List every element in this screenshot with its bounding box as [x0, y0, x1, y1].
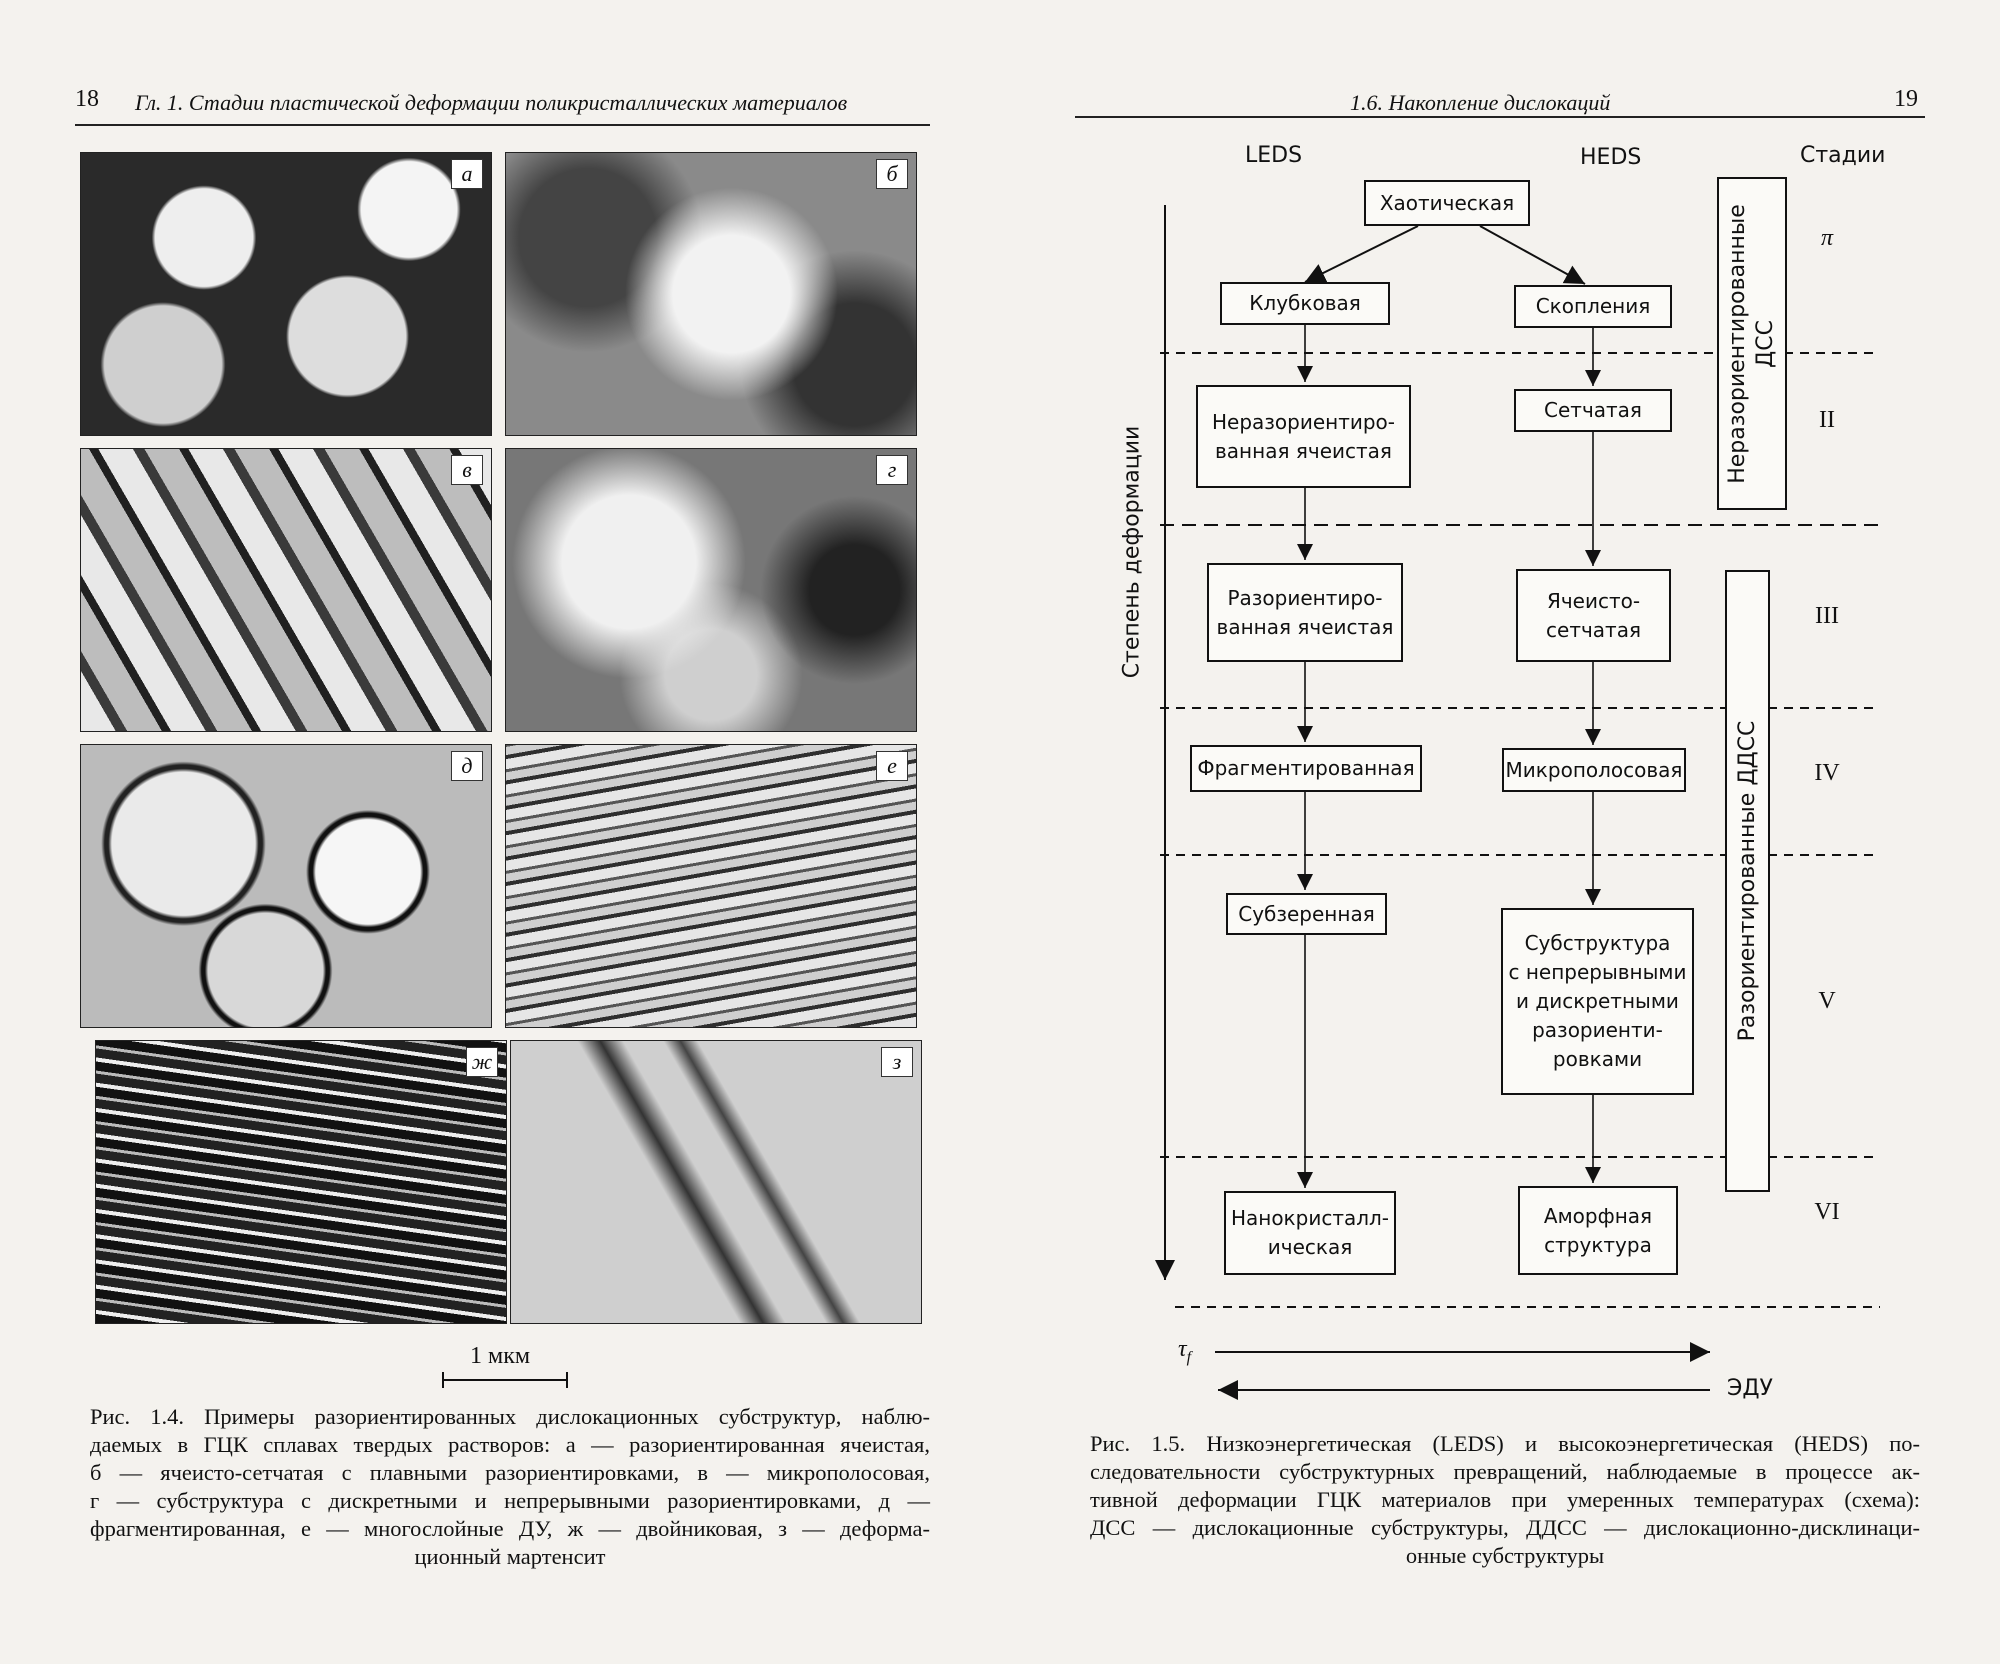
- stage-1: π: [1820, 225, 1834, 251]
- box-leds-5: Субзеренная: [1226, 893, 1387, 935]
- side-box-misoriented: [1725, 570, 1770, 1192]
- left-running-head: Гл. 1. Стадии пластической деформации поликристаллических материалов: [135, 90, 848, 115]
- box-heds-4: Микрополосовая: [1502, 748, 1686, 792]
- caption-last-line: ционный мартенсит: [414, 1544, 606, 1569]
- left-page-number: 18: [75, 86, 99, 112]
- side-box-misoriented-text: Разориентированные ДДСС: [1734, 720, 1760, 1042]
- caption-line: Рис. 1.5. Низкоэнергетическая (LEDS) и высокоэнергетическая (HEDS) по-: [1090, 1431, 1920, 1456]
- leds-column-header: LEDS: [1245, 143, 1303, 168]
- box-leds-6: Нанокристалл- ическая: [1224, 1191, 1396, 1275]
- caption-line: фрагментированная, е — многослойные ДУ, ж — двойниковая, з — деформа-: [90, 1516, 930, 1541]
- tau-label: [1178, 1336, 1191, 1367]
- box-leds-1: Клубковая: [1220, 282, 1390, 325]
- micrograph-e-label: е: [876, 751, 908, 781]
- tau-symbol: τ: [1178, 1336, 1187, 1362]
- side-box-nonmisoriented: [1717, 177, 1787, 510]
- box-heds-1: Скопления: [1514, 285, 1672, 328]
- scale-bar-label: 1 мкм: [470, 1343, 531, 1369]
- caption-line: б — ячеисто-сетчатая с плавными разориентировками, в — микрополосовая,: [90, 1460, 930, 1485]
- box-heds-2: Сетчатая: [1514, 389, 1672, 432]
- box-chaotic: Хаотическая: [1364, 180, 1530, 226]
- figure-1-5-caption: [1090, 1430, 1920, 1570]
- deformation-axis-label: Степень деформации: [1119, 425, 1145, 679]
- edu-label: ЭДУ: [1727, 1376, 1773, 1401]
- box-leds-2: Неразориентиро- ванная ячеистая: [1196, 385, 1411, 488]
- micrograph-zh-label: ж: [466, 1047, 498, 1077]
- caption-line: тивной деформации ГЦК материалов при умеренных температурах (схема):: [1090, 1487, 1920, 1512]
- caption-line: даемых в ГЦК сплавах твердых растворов: а — разориентированная ячеистая,: [90, 1432, 930, 1457]
- caption-line: ДСС — дислокационные субструктуры, ДДСС — дислокационно-дисклинаци-: [1090, 1515, 1920, 1540]
- caption-line: г — субструктура с дискретными и непрерывными разориентировками, д —: [90, 1488, 930, 1513]
- box-heds-5: Субструктура с непрерывными и дискретными разориенти- ровками: [1501, 908, 1694, 1095]
- stage-3: III: [1815, 603, 1839, 629]
- micrograph-v-label: в: [451, 455, 483, 485]
- stage-2: II: [1819, 407, 1835, 433]
- stage-5: V: [1818, 988, 1836, 1014]
- box-leds-4: Фрагментированная: [1190, 745, 1422, 792]
- tau-subscript: f: [1186, 1348, 1192, 1366]
- stage-4: IV: [1814, 760, 1840, 786]
- box-leds-3: Разориентиро- ванная ячеистая: [1207, 563, 1403, 662]
- box-heds-3: Ячеисто- сетчатая: [1516, 569, 1671, 662]
- caption-last-line: онные субструктуры: [1405, 1543, 1605, 1568]
- caption-line: Рис. 1.4. Примеры разориентированных дислокационных субструктур, наблю-: [90, 1404, 930, 1429]
- stages-column-header: Стадии: [1800, 143, 1886, 168]
- micrograph-d-label: д: [451, 751, 483, 781]
- right-page-number: 19: [1894, 86, 1918, 112]
- stage-6: VI: [1814, 1199, 1840, 1225]
- heds-column-header: HEDS: [1580, 145, 1642, 170]
- micrograph-a-label: а: [451, 159, 483, 189]
- micrograph-b-label: б: [876, 159, 908, 189]
- side-box-nonmisoriented-text: Неразориентированные ДСС: [1725, 203, 1778, 484]
- right-running-head: 1.6. Накопление дислокаций: [1350, 90, 1611, 115]
- micrograph-z-label: з: [881, 1047, 913, 1077]
- box-heds-6: Аморфная структура: [1518, 1186, 1678, 1275]
- caption-line: следовательности субструктурных превращений, наблюдаемые в процессе ак-: [1090, 1459, 1920, 1484]
- micrograph-g-label: г: [876, 455, 908, 485]
